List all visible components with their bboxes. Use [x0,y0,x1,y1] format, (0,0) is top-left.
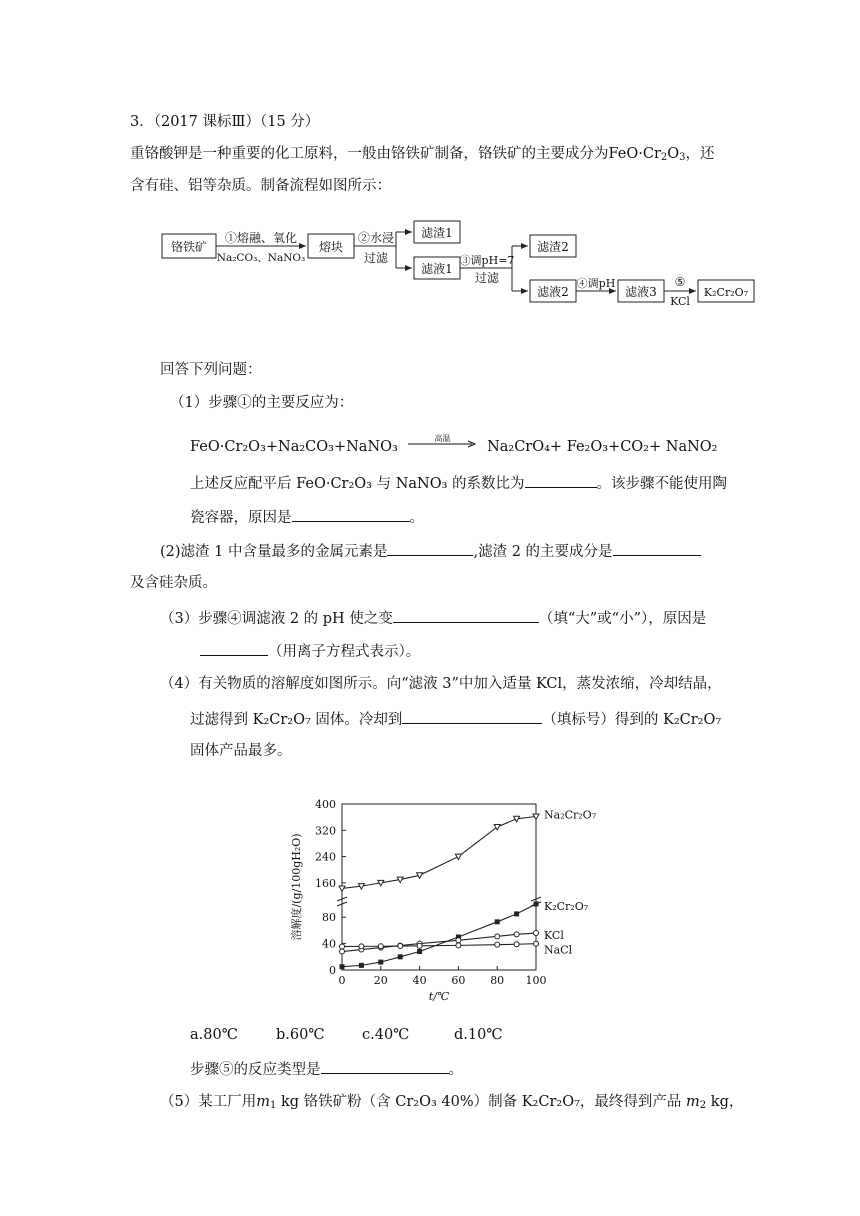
q2-line-b: 及含硅杂质。 [130,575,217,591]
series-label: NaCl [544,943,573,957]
reaction-arrow [408,434,476,451]
data-point [398,954,403,959]
option-c[interactable]: c.40℃ [362,1027,410,1043]
answer-blank-8[interactable] [321,1058,449,1074]
q4-text: 。 [448,1062,463,1078]
q4-options [190,1025,503,1045]
x-tick-label: 100 [525,974,547,987]
flow-step5-top: ⑤ [674,275,686,289]
q4-text: 步骤⑤的反应类型是 [190,1062,321,1078]
q1-text: 瓷容器，原因是 [190,510,292,526]
answer-blank-2[interactable] [292,506,410,522]
q4-line-a: （4）有关物质的溶解度如图所示。向“滤液 3”中加入适量 KCl，蒸发浓缩，冷却结晶， [160,676,722,692]
x-tick-label: 60 [451,974,466,987]
y-tick-label: 320 [315,824,336,838]
flow-ore: 铬铁矿 [170,240,208,254]
data-point [495,919,500,924]
option-a[interactable]: a.80℃ [190,1027,238,1043]
q5-text: kg 铬铁矿粉（含 Cr₂O₃ 40%）制备 K₂Cr₂O₇，最终得到产品 [276,1094,687,1110]
intro-line-1 [130,144,715,164]
formula-sub: 3 [679,152,686,163]
data-point [495,934,500,939]
flow-product: K₂Cr₂O₇ [703,286,749,299]
data-point [514,911,519,916]
question-source: （2017 课标Ⅲ）（15 分） [153,114,320,130]
flow-step4-top: ④调pH [576,277,616,290]
solubility-chart [286,792,597,1003]
question-number: 3． [130,114,154,130]
process-flow-diagram [150,218,770,318]
q1-text: 。该步骤不能使用陶 [596,476,728,492]
data-point [340,964,345,969]
q5-text: kg， [706,1094,744,1110]
data-point [456,943,461,948]
arrow-icon [408,439,476,449]
q1-text: 。 [409,510,424,526]
flow-step5-bottom: KCl [670,295,690,308]
q1-eq-left: FeO·Cr₂O₃+Na₂CO₃+NaNO₃ [190,439,398,455]
y-axis-label: 溶解度/(g/100gH₂O) [290,833,303,941]
q4-text: （填标号）得到的 K₂Cr₂O₇ [542,712,722,728]
q1-line-a [190,472,727,494]
q5-var: m [256,1094,270,1110]
series-line [342,816,536,888]
series-label: Na₂Cr₂O₇ [544,808,597,822]
option-d[interactable]: d.10℃ [454,1027,503,1043]
flow-step3-top: ③调pH=7 [459,254,515,267]
y-tick-label: 0 [329,964,336,977]
data-point [534,941,539,946]
flow-step3-bottom: 过滤 [474,271,500,285]
intro-text: 重铬酸钾是一种重要的化工原料，一般由铬铁矿制备，铬铁矿的主要成分为 [130,146,609,162]
series-line [342,933,536,951]
y-tick-label: 400 [315,798,336,811]
q4-step5 [190,1058,463,1080]
q4-text: 过滤得到 K₂Cr₂O₇ 固体。冷却到 [190,712,403,728]
q2-text: (2)滤渣 1 中含量最多的金属元素是 [160,544,388,560]
data-point [495,942,500,947]
q5-sub: 1 [269,1100,277,1111]
data-point [378,944,383,949]
data-point [340,944,345,949]
question-header [130,112,319,132]
y-tick-label: 80 [322,911,336,925]
formula-part: O [667,146,680,162]
answer-blank-4[interactable] [613,540,701,556]
q3-text: （填“大”或“小”），原因是 [538,611,707,627]
formula-sub: 2 [660,152,668,163]
data-point [514,932,519,937]
data-point [456,938,461,943]
flow-melt: 熔块 [318,240,344,254]
x-tick-label: 20 [373,974,388,987]
q2-line-a [160,540,701,562]
flow-step2-top: ②水浸 [357,231,395,245]
flow-residue2: 滤渣2 [537,240,569,254]
x-axis-label: t/℃ [428,990,450,1003]
q5-sub: 2 [699,1100,707,1111]
data-point [378,960,383,965]
data-point [359,963,364,968]
flow-filtrate1: 滤液1 [421,262,453,276]
intro-line-2: 含有硅、铝等杂质。制备流程如图所示： [130,178,391,194]
y-tick-label: 240 [315,850,336,864]
option-b[interactable]: b.60℃ [276,1027,325,1043]
answer-blank-3[interactable] [387,540,473,556]
x-tick-label: 0 [338,974,346,987]
flow-filtrate2: 滤液2 [537,285,569,299]
flow-filtrate3: 滤液3 [625,285,657,299]
data-point [514,942,519,947]
q3-text: （3）步骤④调滤液 2 的 pH 使之变 [160,611,393,627]
data-point [534,902,539,907]
flow-step1-top: ①熔融、氧化 [224,231,298,245]
answer-blank-7[interactable] [402,708,542,724]
answer-intro: 回答下列问题： [160,362,262,378]
answer-blank-1[interactable] [525,472,597,488]
q4-line-b [190,708,721,730]
flow-step1-bottom: Na₂CO₃、NaNO₃ [216,252,306,264]
data-point [398,944,403,949]
q5-var: m [686,1094,700,1110]
x-tick-label: 40 [412,974,427,987]
data-point [534,931,539,936]
q3-line-a [160,607,706,629]
q1-line-b [190,506,424,528]
q5-text: （5）某工厂用 [160,1094,257,1110]
series-label: KCl [544,929,564,943]
q1-label: （1）步骤①的主要反应为： [170,395,354,411]
flow-step2-bottom: 过滤 [363,251,389,265]
q5-line-a [160,1092,743,1112]
flow-residue1: 滤渣1 [421,226,453,240]
data-point [417,949,422,954]
solubility-chart-svg [286,792,597,1003]
answer-blank-6[interactable] [200,640,268,656]
q1-text: 上述反应配平后 FeO·Cr₂O₃ 与 NaNO₃ 的系数比为 [190,476,525,492]
data-point [417,943,422,948]
x-tick-label: 80 [490,974,505,987]
formula-part: FeO·Cr [608,146,661,162]
q2-text: ,滤渣 2 的主要成分是 [473,544,613,560]
data-point [340,949,345,954]
data-point [359,944,364,949]
intro-text: ，还 [685,146,715,162]
reaction-condition: 高温 [434,434,451,443]
q4-line-c: 固体产品最多。 [190,743,292,759]
q3-line-b [200,640,420,662]
y-tick-label: 160 [315,876,336,890]
y-tick-label: 40 [322,937,336,951]
series-label: K₂Cr₂O₇ [544,900,589,913]
q1-equation [190,434,718,457]
data-point [455,854,461,860]
answer-blank-5[interactable] [393,607,539,623]
q1-eq-right: Na₂CrO₄+ Fe₂O₃+CO₂+ NaNO₂ [487,439,718,455]
q3-text: （用离子方程式表示）。 [268,644,421,660]
